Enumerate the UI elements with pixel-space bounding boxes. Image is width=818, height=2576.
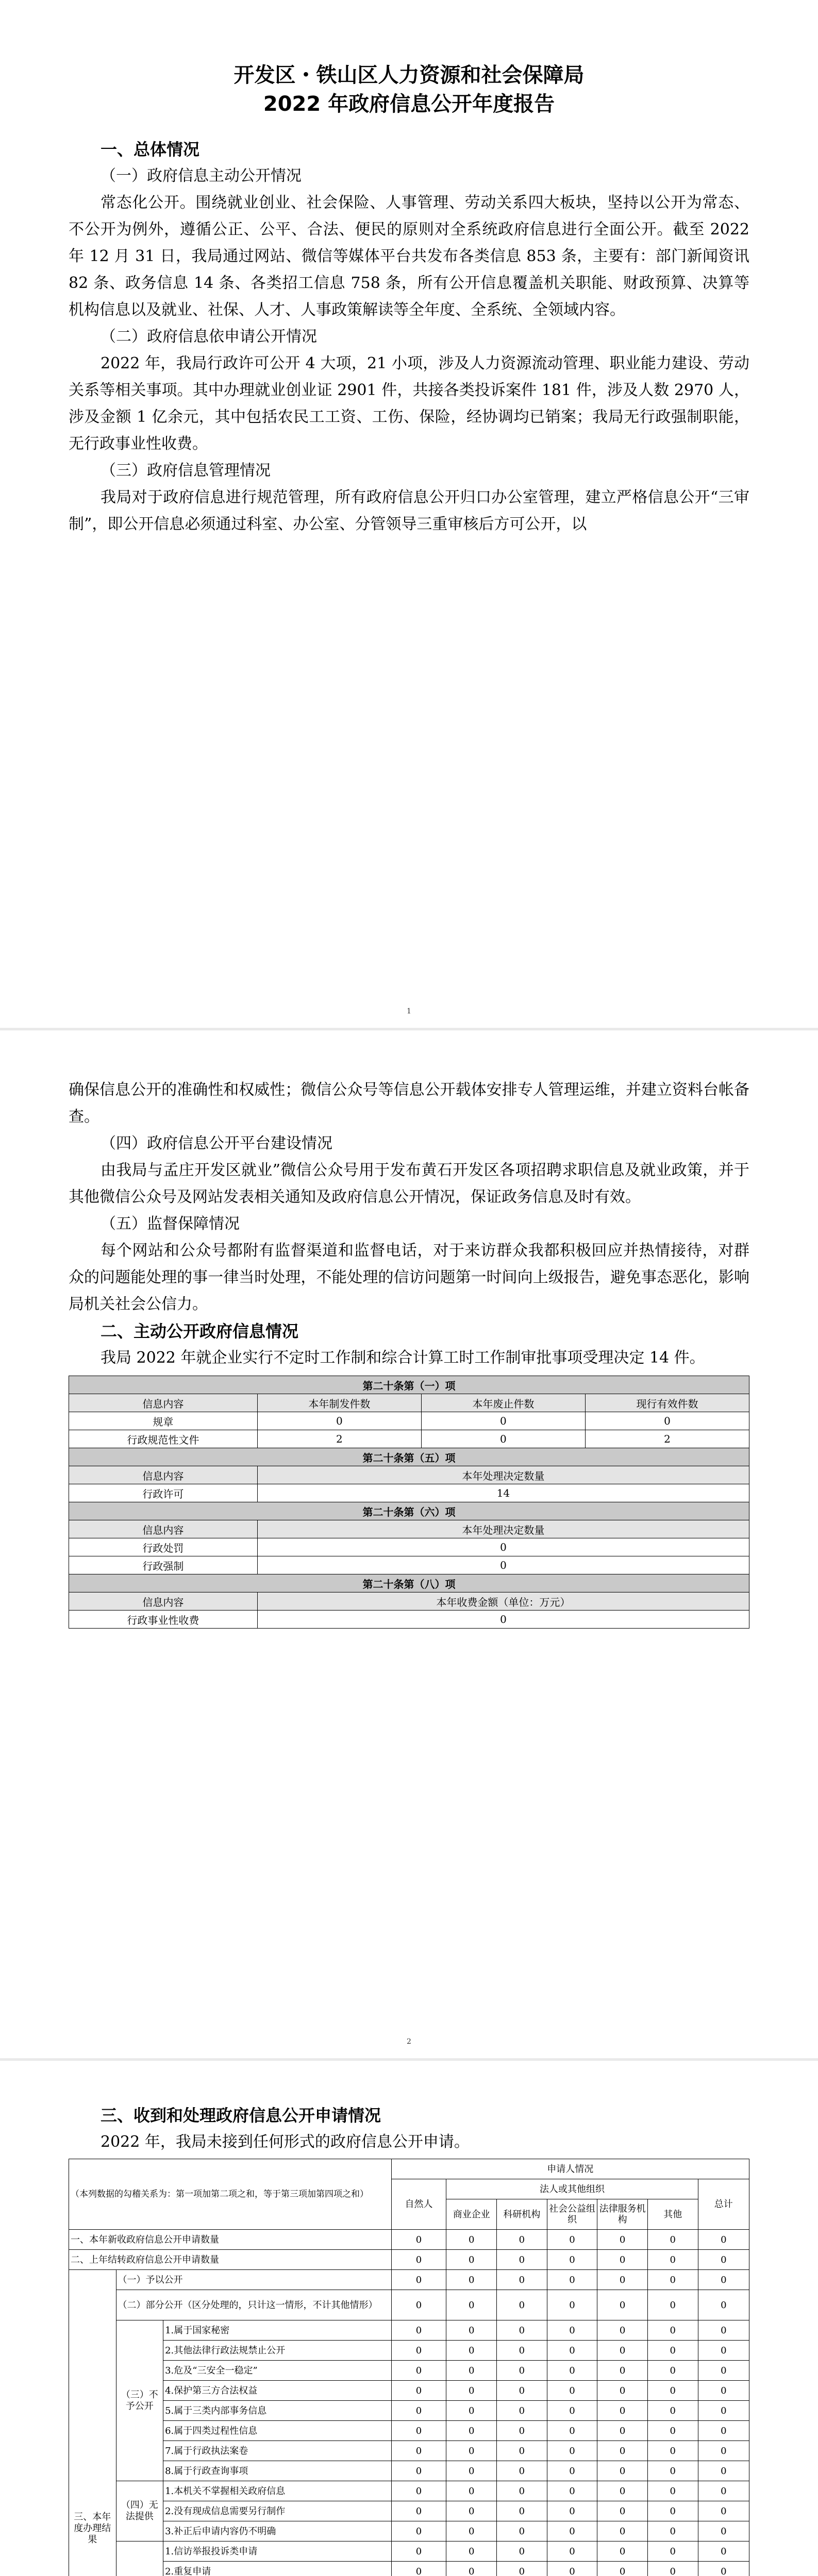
sub-5-text: 每个网站和公众号都附有监督渠道和监督电话，对于来访群众我都积极回应并热情接待，对群众的问题能处理的事一律当时处理，不能处理的信访问题第一时间向上级报告，避免事态恶化，影响局机关社会公信力。 xyxy=(69,1242,749,1313)
table-row xyxy=(69,2421,749,2441)
table-cell: 0 xyxy=(585,1412,749,1430)
sub-2-heading: （二）政府信息依申请公开情况 xyxy=(101,328,317,346)
column-header: 本年处理决定数量 xyxy=(257,1466,749,1484)
table-row xyxy=(69,2381,749,2401)
table-cell: 0 xyxy=(421,1430,585,1448)
table-cell: 0 xyxy=(446,2501,497,2521)
page-number: 2 xyxy=(407,2038,411,2046)
table-cell: 0 xyxy=(647,2341,698,2361)
row-label: 8.属于行政查询事项 xyxy=(163,2461,391,2481)
table-cell: 0 xyxy=(391,2441,446,2461)
table-cell: 0 xyxy=(547,2481,597,2501)
table-cell: 0 xyxy=(391,2270,446,2290)
table-row xyxy=(69,1430,749,1448)
column-header: 本年废止件数 xyxy=(421,1394,585,1412)
table-row xyxy=(69,2541,749,2562)
table-row xyxy=(69,2270,749,2290)
table-cell: 0 xyxy=(547,2441,597,2461)
table-cell: 0 xyxy=(547,2230,597,2250)
table-cell: 0 xyxy=(497,2320,547,2341)
table-cell: 0 xyxy=(446,2541,497,2562)
table-cell: 0 xyxy=(647,2361,698,2381)
row-label: 4.保护第三方合法权益 xyxy=(163,2381,391,2401)
row-group-label: （四）无法提供 xyxy=(116,2481,163,2541)
report-title-line1: 开发区・铁山区人力资源和社会保障局 xyxy=(233,63,585,87)
table-cell: 0 xyxy=(547,2541,597,2562)
row-label: 5.属于三类内部事务信息 xyxy=(163,2401,391,2421)
table-cell: 0 xyxy=(647,2501,698,2521)
sub-3-text-part1: 我局对于政府信息进行规范管理，所有政府信息公开归口办公室管理，建立严格信息公开“三审制”，即公开信息必须通过科室、办公室、分管领导三重审核后方可公开，以 xyxy=(69,488,749,533)
sub-3-heading: （三）政府信息管理情况 xyxy=(101,462,271,480)
table-band: 第二十条第（六）项 xyxy=(69,1502,749,1520)
table-cell: 0 xyxy=(391,2461,446,2481)
table-row xyxy=(69,2341,749,2361)
table-cell: 0 xyxy=(597,2481,648,2501)
table-cell: 行政事业性收费 xyxy=(69,1611,258,1629)
table-cell: 0 xyxy=(446,2562,497,2576)
sub-4-text: 由我局与孟庄开发区就业”微信公众号用于发布黄石开发区各项招聘求职信息及就业政策，并于其他微信公众号及网站发表相关通知及政府信息公开情况，保证政务信息及时有效。 xyxy=(69,1161,749,1206)
table-cell: 0 xyxy=(497,2290,547,2320)
column-header: 本年处理决定数量 xyxy=(257,1520,749,1538)
column-header: 科研机构 xyxy=(497,2199,547,2230)
section-2-heading: 二、主动公开政府信息情况 xyxy=(101,1321,299,1341)
table-cell: 0 xyxy=(647,2381,698,2401)
table-cell: 0 xyxy=(497,2270,547,2290)
column-header: 信息内容 xyxy=(69,1394,258,1412)
table-cell: 0 xyxy=(497,2541,547,2562)
table-row xyxy=(69,1412,749,1430)
table-cell: 0 xyxy=(647,2230,698,2250)
page-number: 1 xyxy=(407,1007,411,1015)
table-cell: 0 xyxy=(391,2341,446,2361)
row-label: 1.信访举报投诉类申请 xyxy=(163,2541,391,2562)
table-row xyxy=(69,2230,749,2250)
table-cell: 0 xyxy=(597,2401,648,2421)
table-cell: 0 xyxy=(547,2270,597,2290)
table-cell: 0 xyxy=(391,2541,446,2562)
table-cell: 0 xyxy=(547,2401,597,2421)
table-cell: 0 xyxy=(597,2461,648,2481)
column-header: 现行有效件数 xyxy=(585,1394,749,1412)
column-header: 其他 xyxy=(647,2199,698,2230)
table-cell: 0 xyxy=(647,2521,698,2541)
page-1 xyxy=(0,0,818,1028)
table-cell: 行政规范性文件 xyxy=(69,1430,258,1448)
table-cell: 0 xyxy=(698,2441,749,2461)
table-row xyxy=(69,2521,749,2541)
table-row xyxy=(69,1611,749,1629)
report-title-line2: 2022 年政府信息公开年度报告 xyxy=(263,92,555,116)
column-header: 自然人 xyxy=(391,2179,446,2230)
sub-1-text: 常态化公开。围绕就业创业、社会保险、人事管理、劳动关系四大板块，坚持以公开为常态、不公开为例外，遵循公正、公平、合法、便民的原则对全系统政府信息进行全面公开。截至 2022 年 12 月 31 日，我局通过网站、微信等媒体平台共发布各类信息 853 条，主要有：部门新闻资讯 82 条、政务信息 14 条、各类招工信息 758 条，所有公开信息覆盖机关职能、财政预算、决算等机构信息以及就业、社保、人才、人事政策解读等全年度、全系统、全领域内容。 xyxy=(69,194,749,319)
table-band: 第二十条第（五）项 xyxy=(69,1448,749,1466)
table-cell: 0 xyxy=(497,2341,547,2361)
table-cell: 0 xyxy=(547,2290,597,2320)
row-label: 2.没有现成信息需要另行制作 xyxy=(163,2501,391,2521)
table-cell: 0 xyxy=(698,2541,749,2562)
table-cell: 0 xyxy=(698,2562,749,2576)
table-cell: 0 xyxy=(391,2381,446,2401)
table-row xyxy=(69,2290,749,2320)
table-row xyxy=(69,2401,749,2421)
table-cell: 0 xyxy=(446,2250,497,2270)
table-cell: 0 xyxy=(597,2270,648,2290)
table-cell: 0 xyxy=(547,2341,597,2361)
table-cell: 0 xyxy=(698,2230,749,2250)
table-cell: 0 xyxy=(547,2461,597,2481)
table-cell: 0 xyxy=(597,2441,648,2461)
table-cell: 规章 xyxy=(69,1412,258,1430)
table-cell: 14 xyxy=(257,1484,749,1502)
row-label: 7.属于行政执法案卷 xyxy=(163,2441,391,2461)
table-cell: 0 xyxy=(446,2361,497,2381)
table-cell: 0 xyxy=(497,2250,547,2270)
row-label: 3.补正后申请内容仍不明确 xyxy=(163,2521,391,2541)
table-cell: 0 xyxy=(547,2320,597,2341)
table-cell: 0 xyxy=(698,2270,749,2290)
table-row xyxy=(69,2250,749,2270)
row-label: 一、本年新收政府信息公开申请数量 xyxy=(69,2230,392,2250)
table-cell: 0 xyxy=(597,2421,648,2441)
table-row xyxy=(69,2481,749,2501)
table-cell: 0 xyxy=(647,2270,698,2290)
table-cell: 0 xyxy=(698,2320,749,2341)
sub-3-text-part2: 确保信息公开的准确性和权威性；微信公众号等信息公开载体安排专人管理运维，并建立资料台帐备查。 xyxy=(69,1081,749,1126)
table-row xyxy=(69,2562,749,2576)
section-3-text: 2022 年，我局未接到任何形式的政府信息公开申请。 xyxy=(101,2133,470,2151)
table-cell: 0 xyxy=(391,2481,446,2501)
table-cell: 0 xyxy=(647,2421,698,2441)
table-cell: 0 xyxy=(698,2290,749,2320)
table-cell: 0 xyxy=(597,2501,648,2521)
table-cell: 0 xyxy=(647,2250,698,2270)
table-cell: 0 xyxy=(647,2562,698,2576)
table-cell: 0 xyxy=(446,2381,497,2401)
table-cell: 0 xyxy=(698,2501,749,2521)
table-cell: 0 xyxy=(446,2401,497,2421)
row-group-label: （三）不予公开 xyxy=(116,2320,163,2481)
table-row xyxy=(69,2361,749,2381)
table-row xyxy=(69,2461,749,2481)
row-label: 2.重复申请 xyxy=(163,2562,391,2576)
table-row xyxy=(69,2320,749,2341)
table-cell: 2 xyxy=(585,1430,749,1448)
table-cell: 0 xyxy=(547,2361,597,2381)
table-cell: 0 xyxy=(391,2421,446,2441)
column-header: 社会公益组织 xyxy=(547,2199,597,2230)
table-cell: 0 xyxy=(391,2401,446,2421)
table-cell: 0 xyxy=(698,2250,749,2270)
table-cell: 行政许可 xyxy=(69,1484,258,1502)
column-header: 信息内容 xyxy=(69,1520,258,1538)
row-label: （二）部分公开（区分处理的，只计这一情形，不计其他情形） xyxy=(116,2290,391,2320)
row-label: 2.其他法律行政法规禁止公开 xyxy=(163,2341,391,2361)
table-cell: 0 xyxy=(597,2361,648,2381)
row-group-label xyxy=(116,2541,163,2576)
table-cell: 0 xyxy=(698,2341,749,2361)
table-cell: 0 xyxy=(391,2250,446,2270)
table-corner-note: （本列数据的勾稽关系为：第一项加第二项之和，等于第三项加第四项之和） xyxy=(69,2159,392,2230)
row-label: 6.属于四类过程性信息 xyxy=(163,2421,391,2441)
column-header: 法律服务机构 xyxy=(597,2199,648,2230)
table-cell: 0 xyxy=(446,2461,497,2481)
table-cell: 0 xyxy=(647,2541,698,2562)
table-cell: 0 xyxy=(497,2501,547,2521)
row-label: 1.属于国家秘密 xyxy=(163,2320,391,2341)
table-cell: 0 xyxy=(446,2421,497,2441)
table-cell: 0 xyxy=(421,1412,585,1430)
sub-2-text: 2022 年，我局行政许可公开 4 大项，21 小项，涉及人力资源流动管理、职业能力建设、劳动关系等相关事项。其中办理就业创业证 2901 件，共接各类投诉案件 181 件，涉及人数 2970 人，涉及金额 1 亿余元，其中包括农民工工资、工伤、保险，经协调均已销案；我局无行政强制职能，无行政事业性收费。 xyxy=(69,354,749,453)
table-row xyxy=(69,1556,749,1574)
table-cell: 0 xyxy=(446,2270,497,2290)
table-cell: 0 xyxy=(497,2381,547,2401)
table-cell: 0 xyxy=(698,2461,749,2481)
sub-5-heading: （五）监督保障情况 xyxy=(101,1215,240,1233)
table-cell: 0 xyxy=(597,2562,648,2576)
table-cell: 0 xyxy=(698,2421,749,2441)
table-cell: 0 xyxy=(257,1538,749,1556)
table-cell: 0 xyxy=(257,1556,749,1574)
table-cell: 0 xyxy=(698,2481,749,2501)
table-cell: 0 xyxy=(597,2290,648,2320)
sub-1-heading: （一）政府信息主动公开情况 xyxy=(101,167,302,185)
table-cell: 0 xyxy=(391,2562,446,2576)
table-cell: 0 xyxy=(391,2230,446,2250)
table-cell: 0 xyxy=(497,2562,547,2576)
table-cell: 2 xyxy=(257,1430,421,1448)
column-header: 信息内容 xyxy=(69,1592,258,1611)
section-2-text: 我局 2022 年就企业实行不定时工作制和综合计算工时工作制审批事项受理决定 14 件。 xyxy=(101,1349,705,1367)
table-cell: 0 xyxy=(647,2461,698,2481)
table-cell: 0 xyxy=(497,2441,547,2461)
table-cell: 0 xyxy=(391,2290,446,2320)
table-cell: 0 xyxy=(547,2250,597,2270)
proactive-disclosure-table xyxy=(69,1376,749,1629)
table-cell: 0 xyxy=(497,2481,547,2501)
table-cell: 0 xyxy=(597,2541,648,2562)
table-row xyxy=(69,1484,749,1502)
column-header: 总计 xyxy=(698,2179,749,2230)
row-label: 二、上年结转政府信息公开申请数量 xyxy=(69,2250,392,2270)
table-cell: 0 xyxy=(446,2230,497,2250)
column-header: 本年收费金额（单位：万元） xyxy=(257,1592,749,1611)
table-cell: 0 xyxy=(698,2401,749,2421)
page-2 xyxy=(0,1030,818,2058)
column-header: 本年制发件数 xyxy=(257,1394,421,1412)
row-group-label: 三、本年度办理结果 xyxy=(69,2270,116,2576)
table-cell: 0 xyxy=(647,2401,698,2421)
table-cell: 0 xyxy=(391,2320,446,2341)
table-cell: 0 xyxy=(647,2290,698,2320)
table-cell: 0 xyxy=(446,2441,497,2461)
table-cell: 0 xyxy=(257,1412,421,1430)
table-cell: 0 xyxy=(257,1611,749,1629)
table-cell: 0 xyxy=(446,2290,497,2320)
table-cell: 0 xyxy=(547,2521,597,2541)
section-3-heading: 三、收到和处理政府信息公开申请情况 xyxy=(101,2106,381,2125)
table-cell: 0 xyxy=(497,2401,547,2421)
table-row xyxy=(69,1538,749,1556)
table-cell: 0 xyxy=(547,2501,597,2521)
table-cell: 0 xyxy=(647,2441,698,2461)
table-cell: 0 xyxy=(497,2230,547,2250)
column-header: 信息内容 xyxy=(69,1466,258,1484)
table-cell: 0 xyxy=(547,2421,597,2441)
applications-table xyxy=(69,2159,749,2576)
column-header: 法人或其他组织 xyxy=(446,2179,698,2199)
column-header: 商业企业 xyxy=(446,2199,497,2230)
table-cell: 0 xyxy=(698,2521,749,2541)
table-cell: 0 xyxy=(597,2341,648,2361)
table-cell: 0 xyxy=(597,2521,648,2541)
section-1-heading: 一、总体情况 xyxy=(101,140,200,159)
table-row xyxy=(69,2441,749,2461)
row-label: 3.危及“三安全一稳定” xyxy=(163,2361,391,2381)
table-band: 第二十条第（一）项 xyxy=(69,1376,749,1394)
table-cell: 0 xyxy=(647,2320,698,2341)
table-cell: 0 xyxy=(698,2381,749,2401)
table-cell: 0 xyxy=(698,2361,749,2381)
table-cell: 行政强制 xyxy=(69,1556,258,1574)
table-band: 第二十条第（八）项 xyxy=(69,1574,749,1592)
page-3 xyxy=(0,2061,818,2576)
table-cell: 0 xyxy=(446,2481,497,2501)
sub-4-heading: （四）政府信息公开平台建设情况 xyxy=(101,1134,332,1153)
table-cell: 0 xyxy=(647,2481,698,2501)
table-cell: 0 xyxy=(391,2361,446,2381)
table-cell: 0 xyxy=(597,2320,648,2341)
table-cell: 0 xyxy=(547,2562,597,2576)
table-cell: 0 xyxy=(446,2521,497,2541)
column-header: 申请人情况 xyxy=(391,2159,749,2179)
table-cell: 0 xyxy=(497,2461,547,2481)
table-cell: 0 xyxy=(497,2521,547,2541)
table-cell: 0 xyxy=(597,2230,648,2250)
table-cell: 0 xyxy=(497,2421,547,2441)
table-row xyxy=(69,2501,749,2521)
table-cell: 0 xyxy=(497,2361,547,2381)
table-cell: 0 xyxy=(597,2250,648,2270)
table-cell: 0 xyxy=(547,2381,597,2401)
row-label: 1.本机关不掌握相关政府信息 xyxy=(163,2481,391,2501)
row-label: （一）予以公开 xyxy=(116,2270,391,2290)
table-cell: 行政处罚 xyxy=(69,1538,258,1556)
table-cell: 0 xyxy=(391,2521,446,2541)
table-cell: 0 xyxy=(446,2341,497,2361)
table-cell: 0 xyxy=(391,2501,446,2521)
table-cell: 0 xyxy=(446,2320,497,2341)
table-cell: 0 xyxy=(597,2381,648,2401)
